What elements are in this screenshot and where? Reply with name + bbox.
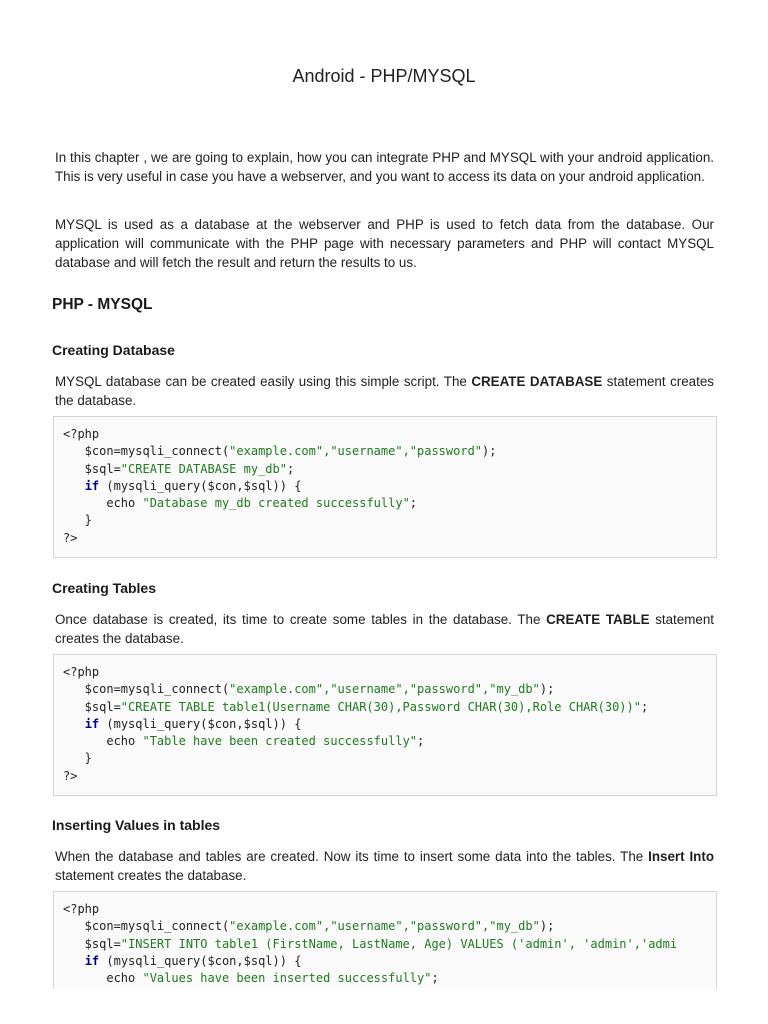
code-line: <?php [63, 902, 100, 916]
code-line: ?> [63, 530, 78, 545]
subsection-paragraph: When the database and tables are created. Now its time to insert some data into the tables. The Insert Into statement creates the database. [55, 849, 714, 884]
intro-paragraph-2: MYSQL is used as a database at the webserver and PHP is used to fetch data from the database. Our application will communicate with the PHP page with necessary parameters and PHP will contact MYSQL database and will fetch the result and return the results to us. [55, 217, 714, 271]
code-line: $con=mysqli_connect("example.com","username","password"); [63, 444, 497, 459]
code-block [53, 416, 717, 558]
code-line: if (mysqli_query($con,$sql)) { [84, 478, 302, 493]
code-line: if (mysqli_query($con,$sql)) { [84, 953, 302, 968]
code-line: $sql="CREATE DATABASE my_db"; [63, 461, 295, 476]
intro-paragraph-1: In this chapter , we are going to explain, how you can integrate PHP and MYSQL with your android application. This is very useful in case you have a webserver, and you want to access its data on your android application. [55, 150, 714, 185]
code-line: echo "Table have been created successfully"; [63, 734, 425, 749]
subsection-paragraph: Once database is created, its time to create some tables in the database. The CREATE TABLE statement creates the database. [55, 612, 714, 647]
subsection-paragraph: MYSQL database can be created easily using this simple script. The CREATE DATABASE statement creates the database. [55, 374, 714, 409]
code-line: $sql="INSERT INTO table1 (FirstName, LastName, Age) VALUES ('admin', 'admin','admi [63, 936, 678, 951]
code-line: $sql="CREATE TABLE table1(Username CHAR(30),Password CHAR(30),Role CHAR(30))"; [63, 699, 649, 714]
subsection-heading-inserting-values: Inserting Values in tables [52, 817, 221, 833]
subsection-heading-creating-database: Creating Database [52, 342, 175, 358]
code-block [53, 654, 717, 796]
code-line: $con=mysqli_connect("example.com","username","password","my_db"); [63, 919, 555, 934]
code-line: ?> [63, 768, 78, 783]
code-line: $con=mysqli_connect("example.com","username","password","my_db"); [63, 682, 555, 697]
code-line: echo "Database my_db created successfully"; [63, 496, 418, 511]
code-line: <?php [63, 427, 100, 441]
code-line: if (mysqli_query($con,$sql)) { [84, 716, 302, 731]
code-line: } [63, 751, 92, 766]
page-title: Android - PHP/MYSQL [292, 66, 476, 86]
section-heading: PHP - MYSQL [52, 296, 153, 313]
subsection-heading-creating-tables: Creating Tables [52, 580, 156, 596]
code-line: } [63, 513, 92, 528]
code-block [53, 891, 717, 989]
code-line: <?php [63, 665, 100, 679]
code-line: echo "Values have been inserted successfully"; [63, 971, 439, 986]
